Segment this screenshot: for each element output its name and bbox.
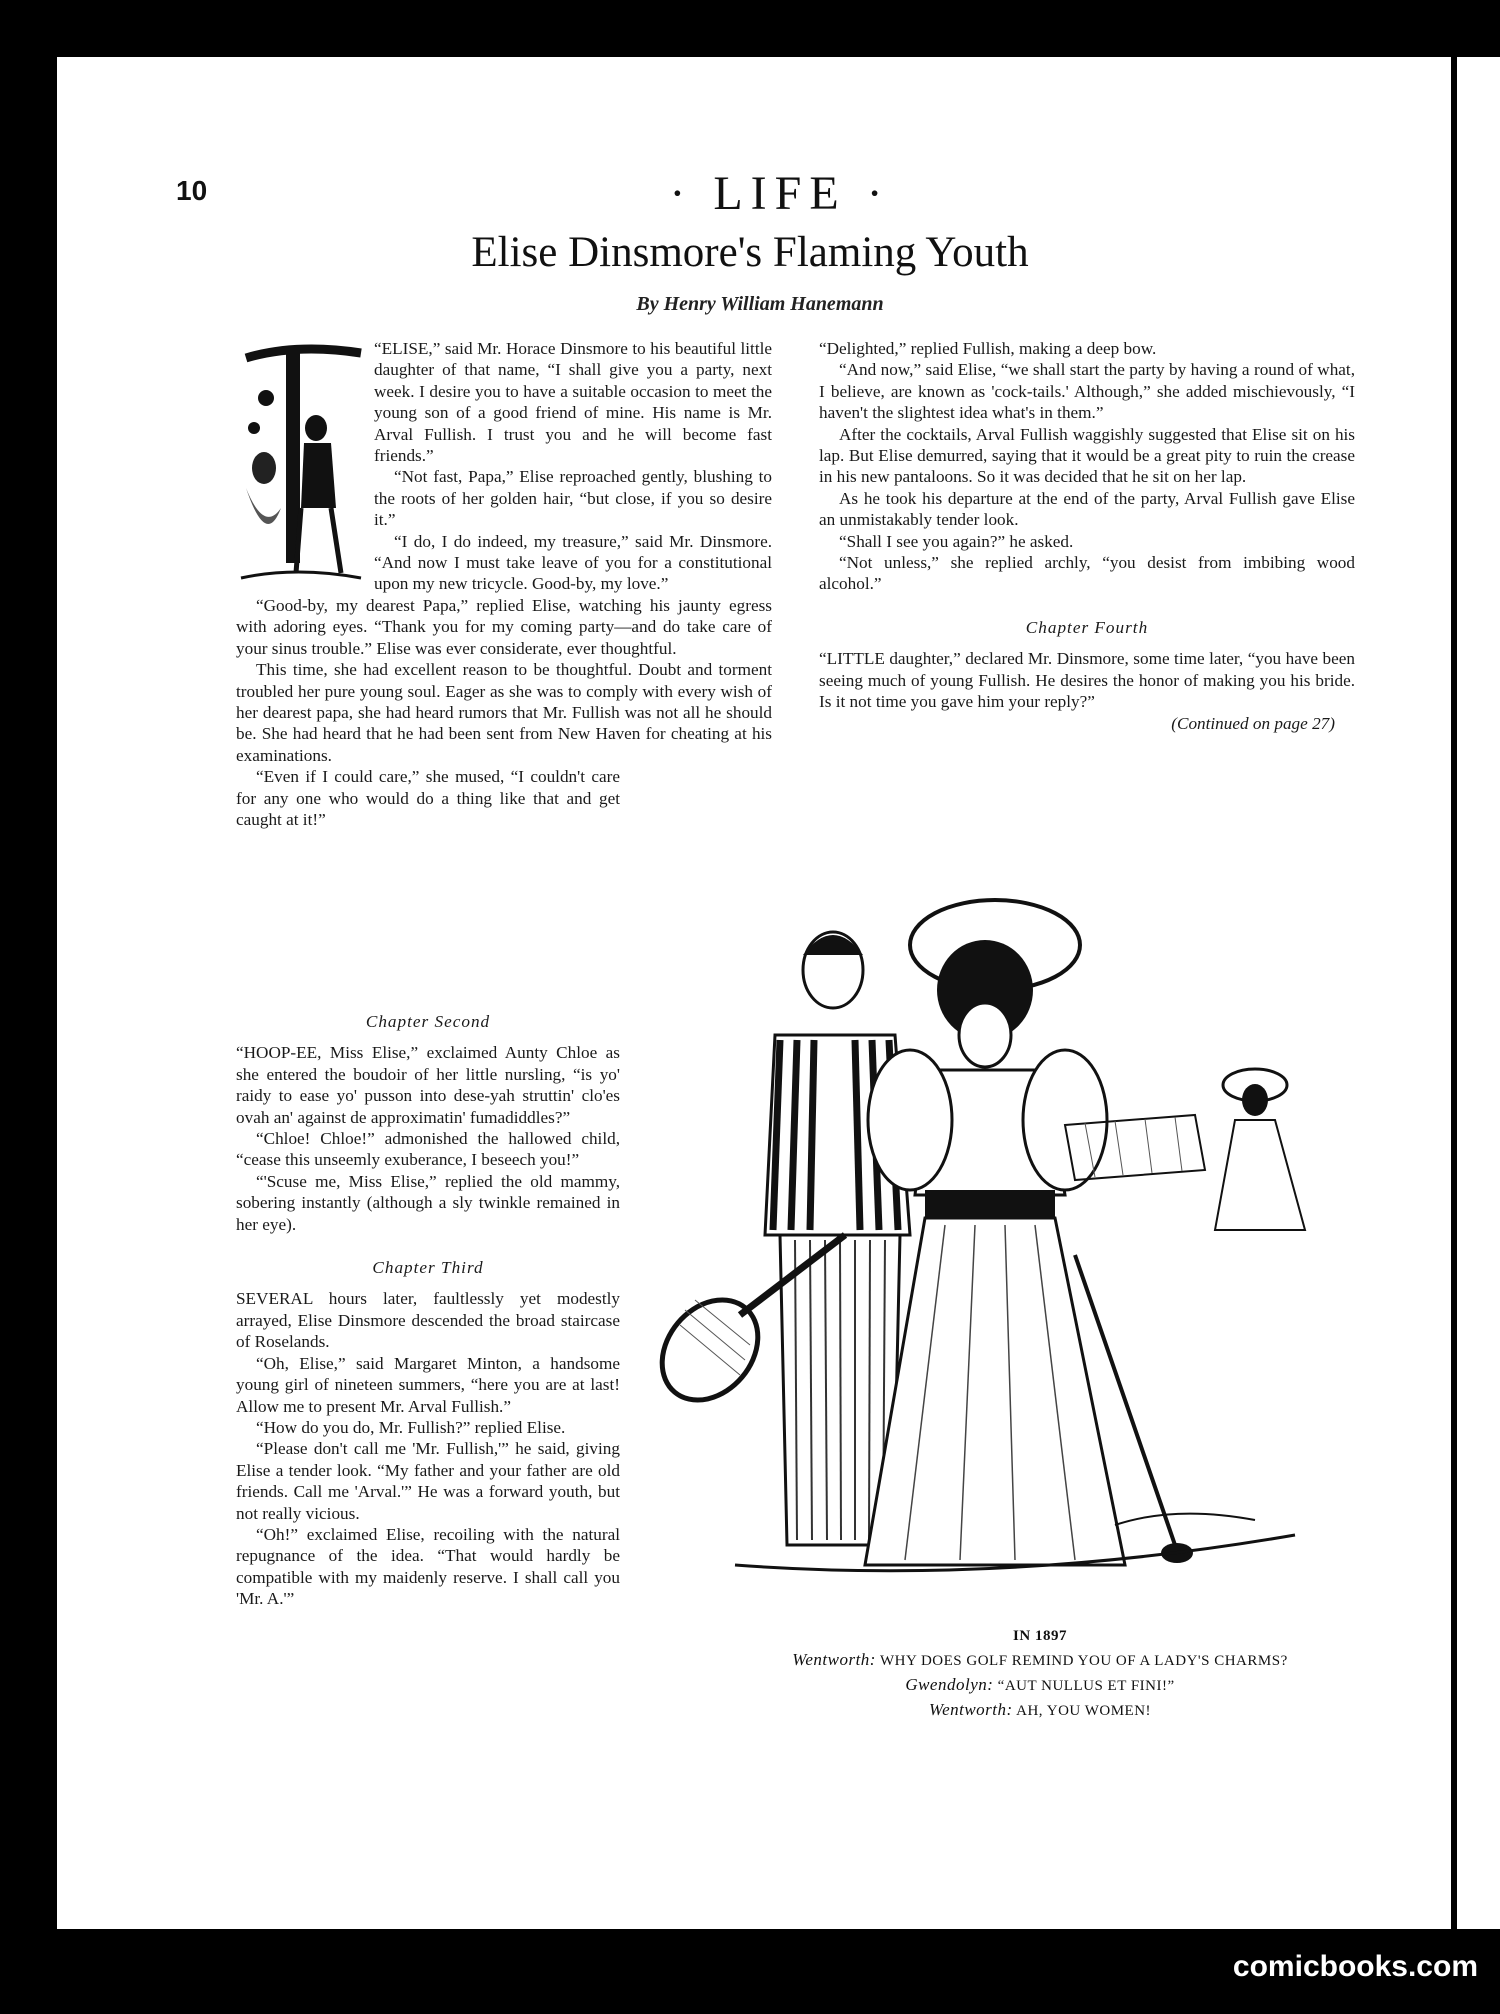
paragraph: “Oh, Elise,” said Margaret Minton, a handsome young girl of nineteen summers, “here you are at last! Allow me to present Mr. Arval Fullish.” xyxy=(236,1353,620,1416)
cartoon-caption xyxy=(700,1625,1380,1723)
chapter-heading: Chapter Third xyxy=(372,1258,484,1278)
caption-text: AH, YOU WOMEN! xyxy=(1016,1703,1152,1719)
caption-speaker: Wentworth: xyxy=(928,1700,1013,1719)
decorative-initial-illustration xyxy=(236,338,366,588)
chapter-heading: Chapter Fourth xyxy=(1025,617,1149,637)
paragraph: After the cocktails, Arval Fullish waggishly suggested that Elise sit on his lap. But Elise demurred, saying that it would be a great pity to ruin the crease in his new pantaloons. So it was decided that he sit on her lap. xyxy=(819,424,1355,487)
caption-line xyxy=(700,1698,1380,1723)
paragraph: “Good-by, my dearest Papa,” replied Elise, watching his jaunty egress with adoring eyes. “Thank you for my coming party—and do take care of your sinus trouble.” Elise was ever considerate, ever thoughtful. xyxy=(236,595,772,658)
paragraph: “How do you do, Mr. Fullish?” replied Elise. xyxy=(256,1417,566,1437)
continued-note: (Continued on page 27) xyxy=(1171,713,1335,733)
caption-speaker: Wentworth: xyxy=(792,1650,876,1669)
article-title: Elise Dinsmore's Flaming Youth xyxy=(471,229,1029,276)
masthead: · LIFE · xyxy=(669,167,891,220)
caption-line xyxy=(700,1673,1380,1698)
caption-text: “AUT NULLUS ET FINI!” xyxy=(997,1678,1175,1694)
paragraph: “Please don't call me 'Mr. Fullish,'” he said, giving Elise a tender look. “My father and your father are old friends. Call me 'Arval.'” He was a forward youth, but not really vicious. xyxy=(236,1439,620,1523)
paragraph: “Shall I see you again?” he asked. xyxy=(839,531,1074,551)
paragraph: “I do, I do indeed, my treasure,” said Mr. Dinsmore. “And now I must take leave of you for a constitutional upon my new tricycle. Good-by, my love.” xyxy=(374,531,772,594)
paragraph: “LITTLE daughter,” declared Mr. Dinsmore, some time later, “you have been seeing much of young Fullish. He desires the honor of making you his bride. Is it not time you gave him your reply?” xyxy=(819,649,1355,712)
paragraph: This time, she had excellent reason to be thoughtful. Doubt and torment troubled her pure young soul. Eager as she was to comply with every wish of her dearest papa, she had heard rumors that Mr. Fullish was not all he should be. She had heard that he had been sent from New Haven for cheating at his examinations. xyxy=(236,660,772,765)
caption-heading: IN 1897 xyxy=(1013,1628,1067,1644)
paragraph: “Oh!” exclaimed Elise, recoiling with the natural repugnance of the idea. “That would hardly be compatible with my maidenly reserve. I shall call you 'Mr. A.'” xyxy=(236,1524,620,1609)
chapter-heading: Chapter Second xyxy=(365,1012,491,1031)
paragraph: “Not unless,” she replied archly, “you desist from imbibing wood alcohol.” xyxy=(819,553,1355,594)
article-column-left-top xyxy=(236,338,772,830)
paragraph: SEVERAL hours later, faultlessly yet modestly arrayed, Elise Dinsmore descended the broad staircase of Roselands. xyxy=(236,1289,620,1352)
cartoon-illustration xyxy=(655,895,1365,1630)
paragraph: “And now,” said Elise, “we shall start the party by having a round of what, I believe, are known as 'cock-tails.' Although,” she added mischievously, “I haven't the slightest idea what's in them.” xyxy=(819,360,1355,423)
paragraph: “HOOP-EE, Miss Elise,” exclaimed Aunty Chloe as she entered the boudoir of her little nursling, “is yo' raidy to ease yo' pusson into dese-yah struttin' clo'es ovah an' against de approximatin' fumadiddles?” xyxy=(236,1043,620,1127)
caption-text: WHY DOES GOLF REMIND YOU OF A LADY'S CHARMS? xyxy=(879,1653,1288,1669)
caption-line xyxy=(700,1648,1380,1673)
paragraph: “Not fast, Papa,” Elise reproached gently, blushing to the roots of her golden hair, “but close, if you so desire it.” xyxy=(374,467,772,530)
byline: By Henry William Hanemann xyxy=(636,293,884,315)
adjacent-page-edge xyxy=(1457,57,1500,1929)
paragraph: “Chloe! Chloe!” admonished the hallowed child, “cease this unseemly exuberance, I beseech you!” xyxy=(236,1129,620,1170)
page-number: 10 xyxy=(176,175,208,206)
paragraph: “Delighted,” replied Fullish, making a deep bow. xyxy=(819,339,1157,358)
site-watermark: comicbooks.com xyxy=(1232,1950,1478,1983)
caption-speaker: Gwendolyn: xyxy=(905,1675,994,1694)
article-column-right xyxy=(819,338,1355,734)
paragraph: “Even if I could care,” she mused, “I couldn't care for any one who would do a thing like that and get caught at it!” xyxy=(236,767,620,829)
paragraph: “'Scuse me, Miss Elise,” replied the old mammy, sobering instantly (although a sly twinkle remained in her eye). xyxy=(236,1171,620,1234)
paragraph: As he took his departure at the end of the party, Arval Fullish gave Elise an unmistakably tender look. xyxy=(819,488,1355,530)
article-column-left-bottom xyxy=(236,989,620,1610)
paragraph: “ELISE,” said Mr. Horace Dinsmore to his beautiful little daughter of that name, “I shall give you a party, next week. I desire you to have a suitable occasion to meet the young son of a good friend of mine. His name is Mr. Arval Fullish. I trust you and he will become fast friends.” xyxy=(374,339,772,466)
